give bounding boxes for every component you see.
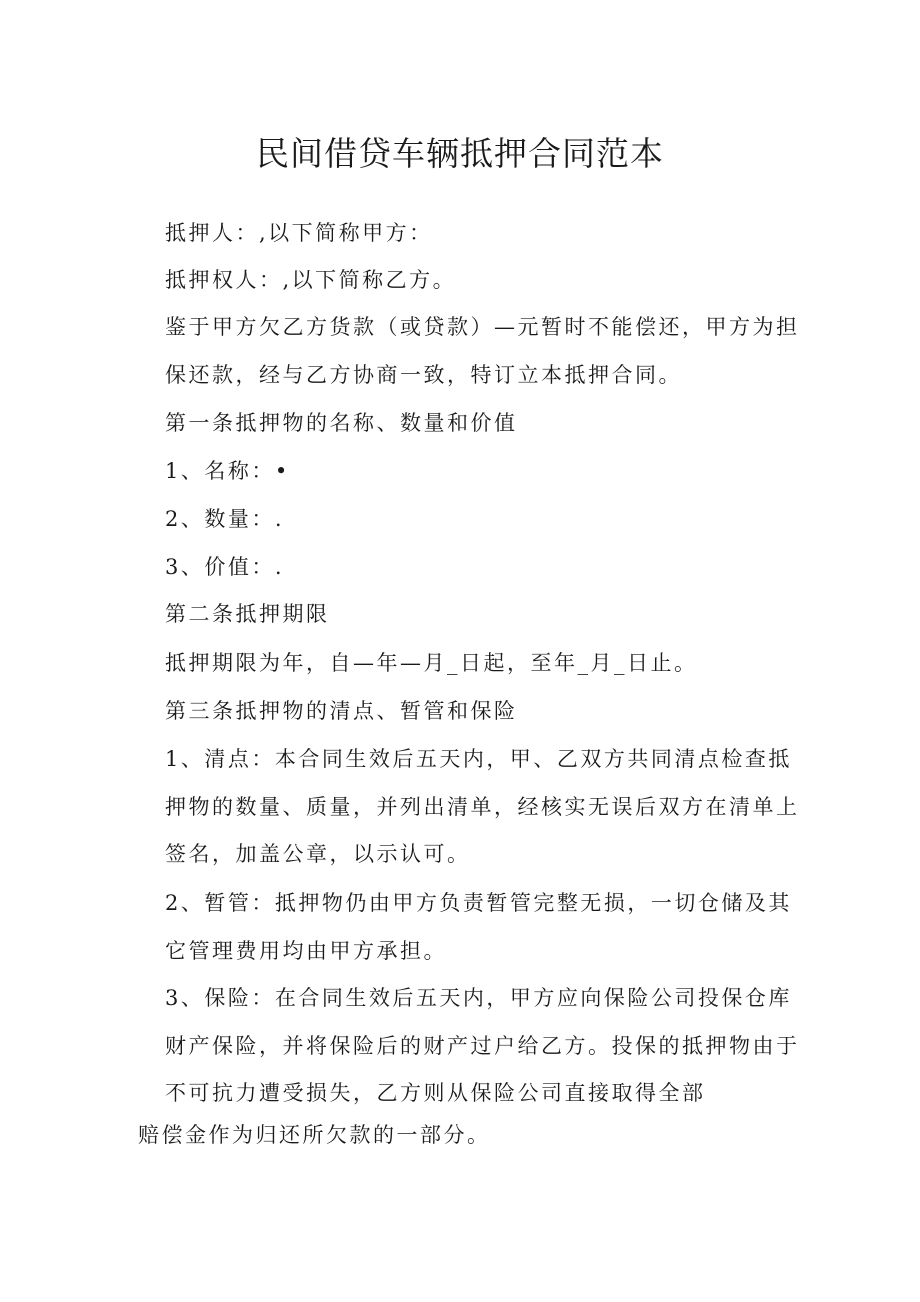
paragraph-insurance-continued: 赔偿金作为归还所欠款的一部分。 — [138, 1123, 491, 1147]
paragraph-inventory: 1、清点：本合同生效后五天内，甲、乙双方共同清点检查抵押物的数量、质量，并列出清单，经核实无误后双方在清单上签名，加盖公章，以示认可。 — [165, 747, 800, 866]
paragraph-mortgage-term: 抵押期限为年，自—年—月_日起，至年_月_日止。 — [165, 651, 698, 675]
paragraph-preamble: 鉴于甲方欠乙方货款（或贷款）—元暂时不能偿还，甲方为担保还款，经与乙方协商一致，特订立本抵押合同。 — [165, 315, 800, 387]
paragraph-custody: 2、暂管：抵押物仍由甲方负责暂管完整无损，一切仓储及其它管理费用均由甲方承担。 — [165, 891, 792, 963]
article-two-heading: 第二条抵押期限 — [165, 602, 330, 626]
article-three-heading: 第三条抵押物的清点、暂管和保险 — [165, 699, 518, 723]
paragraph-mortgagee: 抵押权人：,以下简称乙方。 — [165, 268, 457, 292]
paragraph-mortgagor: 抵押人：,以下简称甲方： — [165, 221, 433, 245]
paragraph-insurance: 3、保险：在合同生效后五天内，甲方应向保险公司投保仓库财产保险，并将保险后的财产过户给乙方。投保的抵押物由于不可抗力遭受损失，乙方则从保险公司直接取得全部 — [165, 986, 800, 1105]
item-name: 1、名称：• — [165, 459, 290, 483]
item-value: 3、价值：. — [165, 555, 285, 579]
document-title: 民间借贷车辆抵押合同范本 — [256, 134, 664, 173]
article-one-heading: 第一条抵押物的名称、数量和价值 — [165, 411, 518, 435]
item-quantity: 2、数量：. — [165, 507, 285, 531]
